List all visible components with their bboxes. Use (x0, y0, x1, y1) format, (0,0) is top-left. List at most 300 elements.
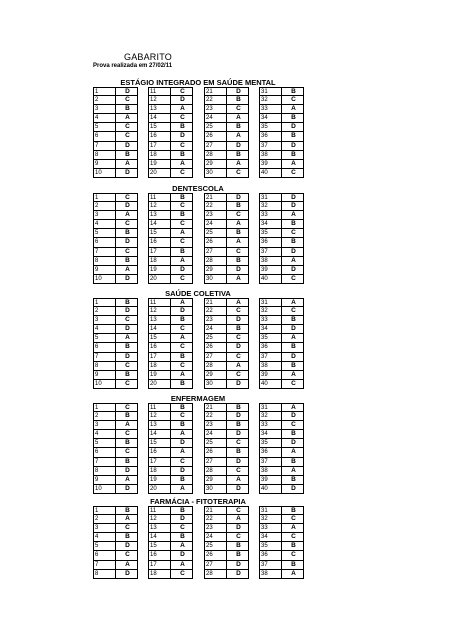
answer-letter: A (226, 114, 250, 122)
answer-letter: D (115, 467, 139, 475)
answer-row (93, 123, 138, 132)
answer-letter: B (281, 561, 305, 569)
answer-letter: C (226, 467, 250, 475)
answer-row (148, 533, 193, 542)
answer-letter: B (226, 96, 250, 104)
answer-letter: D (281, 266, 305, 274)
question-number: 1 (95, 300, 99, 306)
answer-letter: B (226, 551, 250, 559)
question-number: 5 (95, 440, 99, 447)
answer-row (204, 334, 249, 343)
answer-row (204, 343, 249, 352)
answer-row (93, 467, 138, 476)
answer-row (148, 515, 193, 524)
answer-row (93, 275, 138, 284)
answer-letter: D (115, 570, 139, 578)
answer-row (93, 325, 138, 334)
question-number: 24 (206, 326, 213, 333)
answer-letter: B (170, 194, 194, 201)
answer-row (204, 561, 249, 570)
answer-column (204, 506, 249, 579)
answer-letter: C (281, 307, 305, 315)
answer-row (259, 298, 304, 307)
question-number: 33 (261, 106, 268, 113)
question-number: 18 (150, 570, 157, 577)
question-number: 37 (261, 248, 268, 255)
answer-row (259, 458, 304, 467)
answer-letter: C (226, 533, 250, 541)
question-number: 17 (150, 353, 157, 360)
answer-row (204, 467, 249, 476)
answer-letter: C (226, 439, 250, 447)
answer-letter: B (170, 151, 194, 159)
question-number: 3 (95, 317, 99, 324)
question-number: 5 (95, 543, 99, 550)
answer-letter: A (281, 448, 305, 456)
answer-row (93, 160, 138, 169)
answer-letter: A (170, 371, 194, 379)
answer-row (204, 87, 249, 96)
answer-letter: D (226, 380, 250, 388)
answer-row (259, 371, 304, 380)
answer-letter: A (115, 211, 139, 219)
question-number: 40 (261, 485, 268, 492)
question-number: 30 (206, 485, 213, 492)
answer-column (259, 506, 304, 579)
question-number: 23 (206, 106, 213, 113)
answer-row (148, 353, 193, 362)
answer-letter: C (281, 421, 305, 429)
answer-letter: A (170, 561, 194, 569)
answer-letter: C (226, 353, 250, 361)
answer-row (204, 458, 249, 467)
answer-letter: D (226, 430, 250, 438)
question-number: 12 (150, 203, 157, 210)
section-title: SAÚDE COLETIVA (165, 289, 231, 298)
answer-row (204, 421, 249, 430)
answer-row (204, 202, 249, 211)
answer-row (93, 229, 138, 238)
answer-row (259, 380, 304, 389)
answer-column (93, 403, 138, 494)
question-number: 39 (261, 266, 268, 273)
answer-letter: D (226, 266, 250, 274)
question-number: 10 (95, 485, 102, 492)
question-number: 16 (150, 344, 157, 351)
question-number: 35 (261, 335, 268, 342)
answer-row (148, 266, 193, 275)
answer-letter: A (281, 467, 305, 475)
question-number: 4 (95, 326, 99, 333)
question-number: 12 (150, 97, 157, 104)
answer-letter: D (115, 485, 139, 493)
answer-letter: C (170, 458, 194, 466)
answer-letter: D (281, 202, 305, 210)
question-number: 14 (150, 221, 157, 228)
answer-letter: B (170, 507, 194, 514)
question-number: 27 (206, 561, 213, 568)
answer-row (259, 229, 304, 238)
answer-row (93, 412, 138, 421)
question-number: 39 (261, 371, 268, 378)
answer-letter: D (226, 458, 250, 466)
answer-row (93, 551, 138, 560)
question-number: 23 (206, 212, 213, 219)
answer-row (204, 105, 249, 114)
question-number: 35 (261, 543, 268, 550)
answer-row (93, 114, 138, 123)
answer-letter: D (281, 248, 305, 256)
answer-row (259, 151, 304, 160)
question-number: 3 (95, 106, 99, 113)
answer-row (259, 105, 304, 114)
answer-row (259, 169, 304, 178)
question-number: 19 (150, 371, 157, 378)
answer-row (204, 506, 249, 515)
answer-letter: D (115, 169, 139, 177)
answer-letter: A (226, 275, 250, 283)
answer-column (259, 193, 304, 284)
page-title: GABARITO (124, 52, 172, 62)
question-number: 6 (95, 239, 99, 246)
question-number: 21 (206, 508, 213, 514)
question-number: 9 (95, 476, 99, 483)
answer-row (259, 96, 304, 105)
question-number: 32 (261, 516, 268, 523)
question-number: 31 (261, 300, 268, 306)
answer-letter: D (115, 275, 139, 283)
question-number: 37 (261, 353, 268, 360)
answer-row (204, 542, 249, 551)
answer-letter: D (170, 96, 194, 104)
answer-row (148, 448, 193, 457)
answer-letter: C (170, 114, 194, 122)
answer-letter: D (115, 238, 139, 246)
answer-letter: B (115, 458, 139, 466)
answer-letter: C (115, 448, 139, 456)
question-number: 14 (150, 115, 157, 122)
question-number: 31 (261, 89, 268, 95)
question-number: 36 (261, 552, 268, 559)
answer-row (204, 169, 249, 178)
question-number: 21 (206, 300, 213, 306)
answer-letter: D (115, 88, 139, 95)
answer-row (259, 570, 304, 579)
question-number: 23 (206, 525, 213, 532)
answer-row (93, 105, 138, 114)
answer-letter: D (281, 325, 305, 333)
answer-letter: C (115, 220, 139, 228)
answer-row (93, 151, 138, 160)
answer-row (148, 316, 193, 325)
answer-row (148, 371, 193, 380)
answer-row (93, 542, 138, 551)
question-number: 29 (206, 266, 213, 273)
question-number: 34 (261, 326, 268, 333)
question-number: 33 (261, 525, 268, 532)
question-number: 15 (150, 335, 157, 342)
question-number: 22 (206, 97, 213, 104)
question-number: 30 (206, 275, 213, 282)
answer-grid (0, 506, 474, 606)
answer-letter: A (115, 561, 139, 569)
section-title: ESTÁGIO INTEGRADO EM SAÚDE MENTAL (120, 78, 276, 87)
answer-letter: C (115, 404, 139, 411)
answer-letter: B (115, 507, 139, 514)
answer-letter: A (170, 299, 194, 306)
question-number: 39 (261, 476, 268, 483)
question-number: 40 (261, 275, 268, 282)
answer-letter: C (226, 211, 250, 219)
question-number: 38 (261, 467, 268, 474)
question-number: 40 (261, 169, 268, 176)
question-number: 35 (261, 124, 268, 131)
answer-letter: A (226, 132, 250, 140)
answer-letter: B (170, 404, 194, 411)
answer-column (259, 298, 304, 389)
answer-letter: A (115, 515, 139, 523)
answer-row (93, 506, 138, 515)
question-number: 3 (95, 422, 99, 429)
answer-letter: B (115, 105, 139, 113)
answer-row (259, 211, 304, 220)
answer-letter: D (281, 142, 305, 150)
answer-row (93, 362, 138, 371)
question-number: 11 (150, 508, 157, 514)
answer-row (204, 114, 249, 123)
answer-row (93, 316, 138, 325)
question-number: 11 (150, 89, 157, 95)
answer-row (148, 151, 193, 160)
answer-row (259, 533, 304, 542)
answer-row (204, 403, 249, 412)
question-number: 30 (206, 380, 213, 387)
question-number: 12 (150, 516, 157, 523)
answer-letter: B (281, 220, 305, 228)
question-number: 11 (150, 405, 157, 411)
answer-row (259, 561, 304, 570)
answer-row (259, 334, 304, 343)
answer-letter: C (281, 229, 305, 237)
answer-letter: C (115, 551, 139, 559)
question-number: 39 (261, 160, 268, 167)
answer-letter: A (281, 404, 305, 411)
question-number: 1 (95, 405, 99, 411)
answer-row (259, 506, 304, 515)
question-number: 34 (261, 431, 268, 438)
answer-row (93, 202, 138, 211)
answer-column (204, 193, 249, 284)
answer-letter: C (115, 123, 139, 131)
question-number: 8 (95, 362, 99, 369)
question-number: 33 (261, 317, 268, 324)
question-number: 10 (95, 169, 102, 176)
answer-row (204, 229, 249, 238)
answer-row (259, 476, 304, 485)
answer-row (148, 307, 193, 316)
question-number: 6 (95, 449, 99, 456)
section-title: FARMÁCIA - FITOTERAPIA (150, 497, 246, 506)
answer-letter: D (281, 194, 305, 201)
answer-row (204, 238, 249, 247)
answer-letter: A (281, 299, 305, 306)
answer-row (259, 87, 304, 96)
answer-letter: D (281, 123, 305, 131)
answer-letter: A (115, 421, 139, 429)
answer-letter: B (226, 202, 250, 210)
answer-letter: D (115, 353, 139, 361)
question-number: 21 (206, 405, 213, 411)
answer-grid (0, 87, 474, 187)
answer-row (259, 123, 304, 132)
answer-row (93, 524, 138, 533)
question-number: 6 (95, 344, 99, 351)
answer-row (259, 257, 304, 266)
answer-row (204, 257, 249, 266)
answer-row (259, 467, 304, 476)
answer-row (148, 229, 193, 238)
answer-letter: B (115, 343, 139, 351)
question-number: 27 (206, 353, 213, 360)
question-number: 36 (261, 344, 268, 351)
answer-letter: C (281, 551, 305, 559)
question-number: 24 (206, 115, 213, 122)
question-number: 40 (261, 380, 268, 387)
answer-letter: D (170, 551, 194, 559)
question-number: 16 (150, 449, 157, 456)
answer-letter: B (281, 458, 305, 466)
question-number: 28 (206, 570, 213, 577)
question-number: 24 (206, 534, 213, 541)
question-number: 22 (206, 308, 213, 315)
question-number: 7 (95, 561, 99, 568)
answer-letter: B (170, 476, 194, 484)
question-number: 32 (261, 413, 268, 420)
answer-row (204, 325, 249, 334)
answer-row (204, 211, 249, 220)
answer-row (148, 421, 193, 430)
question-number: 28 (206, 257, 213, 264)
answer-letter: B (281, 542, 305, 550)
answer-row (259, 412, 304, 421)
answer-row (204, 160, 249, 169)
question-number: 8 (95, 570, 99, 577)
question-number: 14 (150, 326, 157, 333)
question-number: 31 (261, 508, 268, 514)
answer-row (259, 485, 304, 494)
answer-row (148, 380, 193, 389)
question-number: 8 (95, 151, 99, 158)
question-number: 36 (261, 449, 268, 456)
answer-letter: B (170, 353, 194, 361)
answer-letter: B (226, 421, 250, 429)
question-number: 18 (150, 151, 157, 158)
answer-row (148, 506, 193, 515)
answer-row (93, 448, 138, 457)
question-number: 28 (206, 467, 213, 474)
answer-row (204, 476, 249, 485)
question-number: 32 (261, 203, 268, 210)
answer-letter: D (170, 467, 194, 475)
answer-letter: D (170, 266, 194, 274)
answer-row (204, 248, 249, 257)
answer-row (259, 202, 304, 211)
answer-letter: D (226, 88, 250, 95)
answer-letter: D (226, 142, 250, 150)
answer-row (204, 412, 249, 421)
answer-letter: D (226, 570, 250, 578)
answer-letter: A (281, 334, 305, 342)
question-number: 37 (261, 142, 268, 149)
question-number: 4 (95, 115, 99, 122)
answer-letter: D (115, 325, 139, 333)
answer-row (148, 132, 193, 141)
answer-row (93, 439, 138, 448)
section-title: ENFERMAGEM (170, 394, 226, 403)
answer-letter: C (281, 275, 305, 283)
answer-letter: A (226, 238, 250, 246)
answer-row (148, 362, 193, 371)
answer-row (204, 275, 249, 284)
answer-row (148, 298, 193, 307)
answer-row (204, 298, 249, 307)
answer-letter: B (170, 248, 194, 256)
question-number: 34 (261, 221, 268, 228)
question-number: 4 (95, 534, 99, 541)
answer-row (148, 275, 193, 284)
answer-row (148, 570, 193, 579)
question-number: 38 (261, 151, 268, 158)
answer-letter: D (115, 202, 139, 210)
answer-row (93, 371, 138, 380)
question-number: 2 (95, 203, 99, 210)
answer-row (148, 193, 193, 202)
answer-letter: D (226, 194, 250, 201)
question-number: 22 (206, 203, 213, 210)
answer-letter: B (226, 325, 250, 333)
question-number: 27 (206, 458, 213, 465)
answer-letter: B (281, 362, 305, 370)
answer-row (259, 114, 304, 123)
question-number: 26 (206, 449, 213, 456)
question-number: 29 (206, 476, 213, 483)
question-number: 19 (150, 160, 157, 167)
question-number: 11 (150, 195, 157, 201)
answer-row (204, 551, 249, 560)
answer-row (259, 515, 304, 524)
answer-row (148, 485, 193, 494)
answer-letter: B (281, 507, 305, 514)
answer-letter: A (170, 160, 194, 168)
question-number: 36 (261, 133, 268, 140)
question-number: 18 (150, 257, 157, 264)
answer-row (93, 142, 138, 151)
answer-letter: A (170, 257, 194, 265)
answer-letter: A (226, 299, 250, 306)
question-number: 1 (95, 89, 99, 95)
answer-column (148, 506, 193, 579)
answer-row (93, 570, 138, 579)
answer-row (148, 257, 193, 266)
answer-row (259, 132, 304, 141)
question-number: 8 (95, 257, 99, 264)
answer-row (204, 307, 249, 316)
answer-letter: D (281, 353, 305, 361)
answer-letter: C (115, 362, 139, 370)
answer-letter: A (226, 220, 250, 228)
answer-row (204, 316, 249, 325)
question-number: 37 (261, 561, 268, 568)
